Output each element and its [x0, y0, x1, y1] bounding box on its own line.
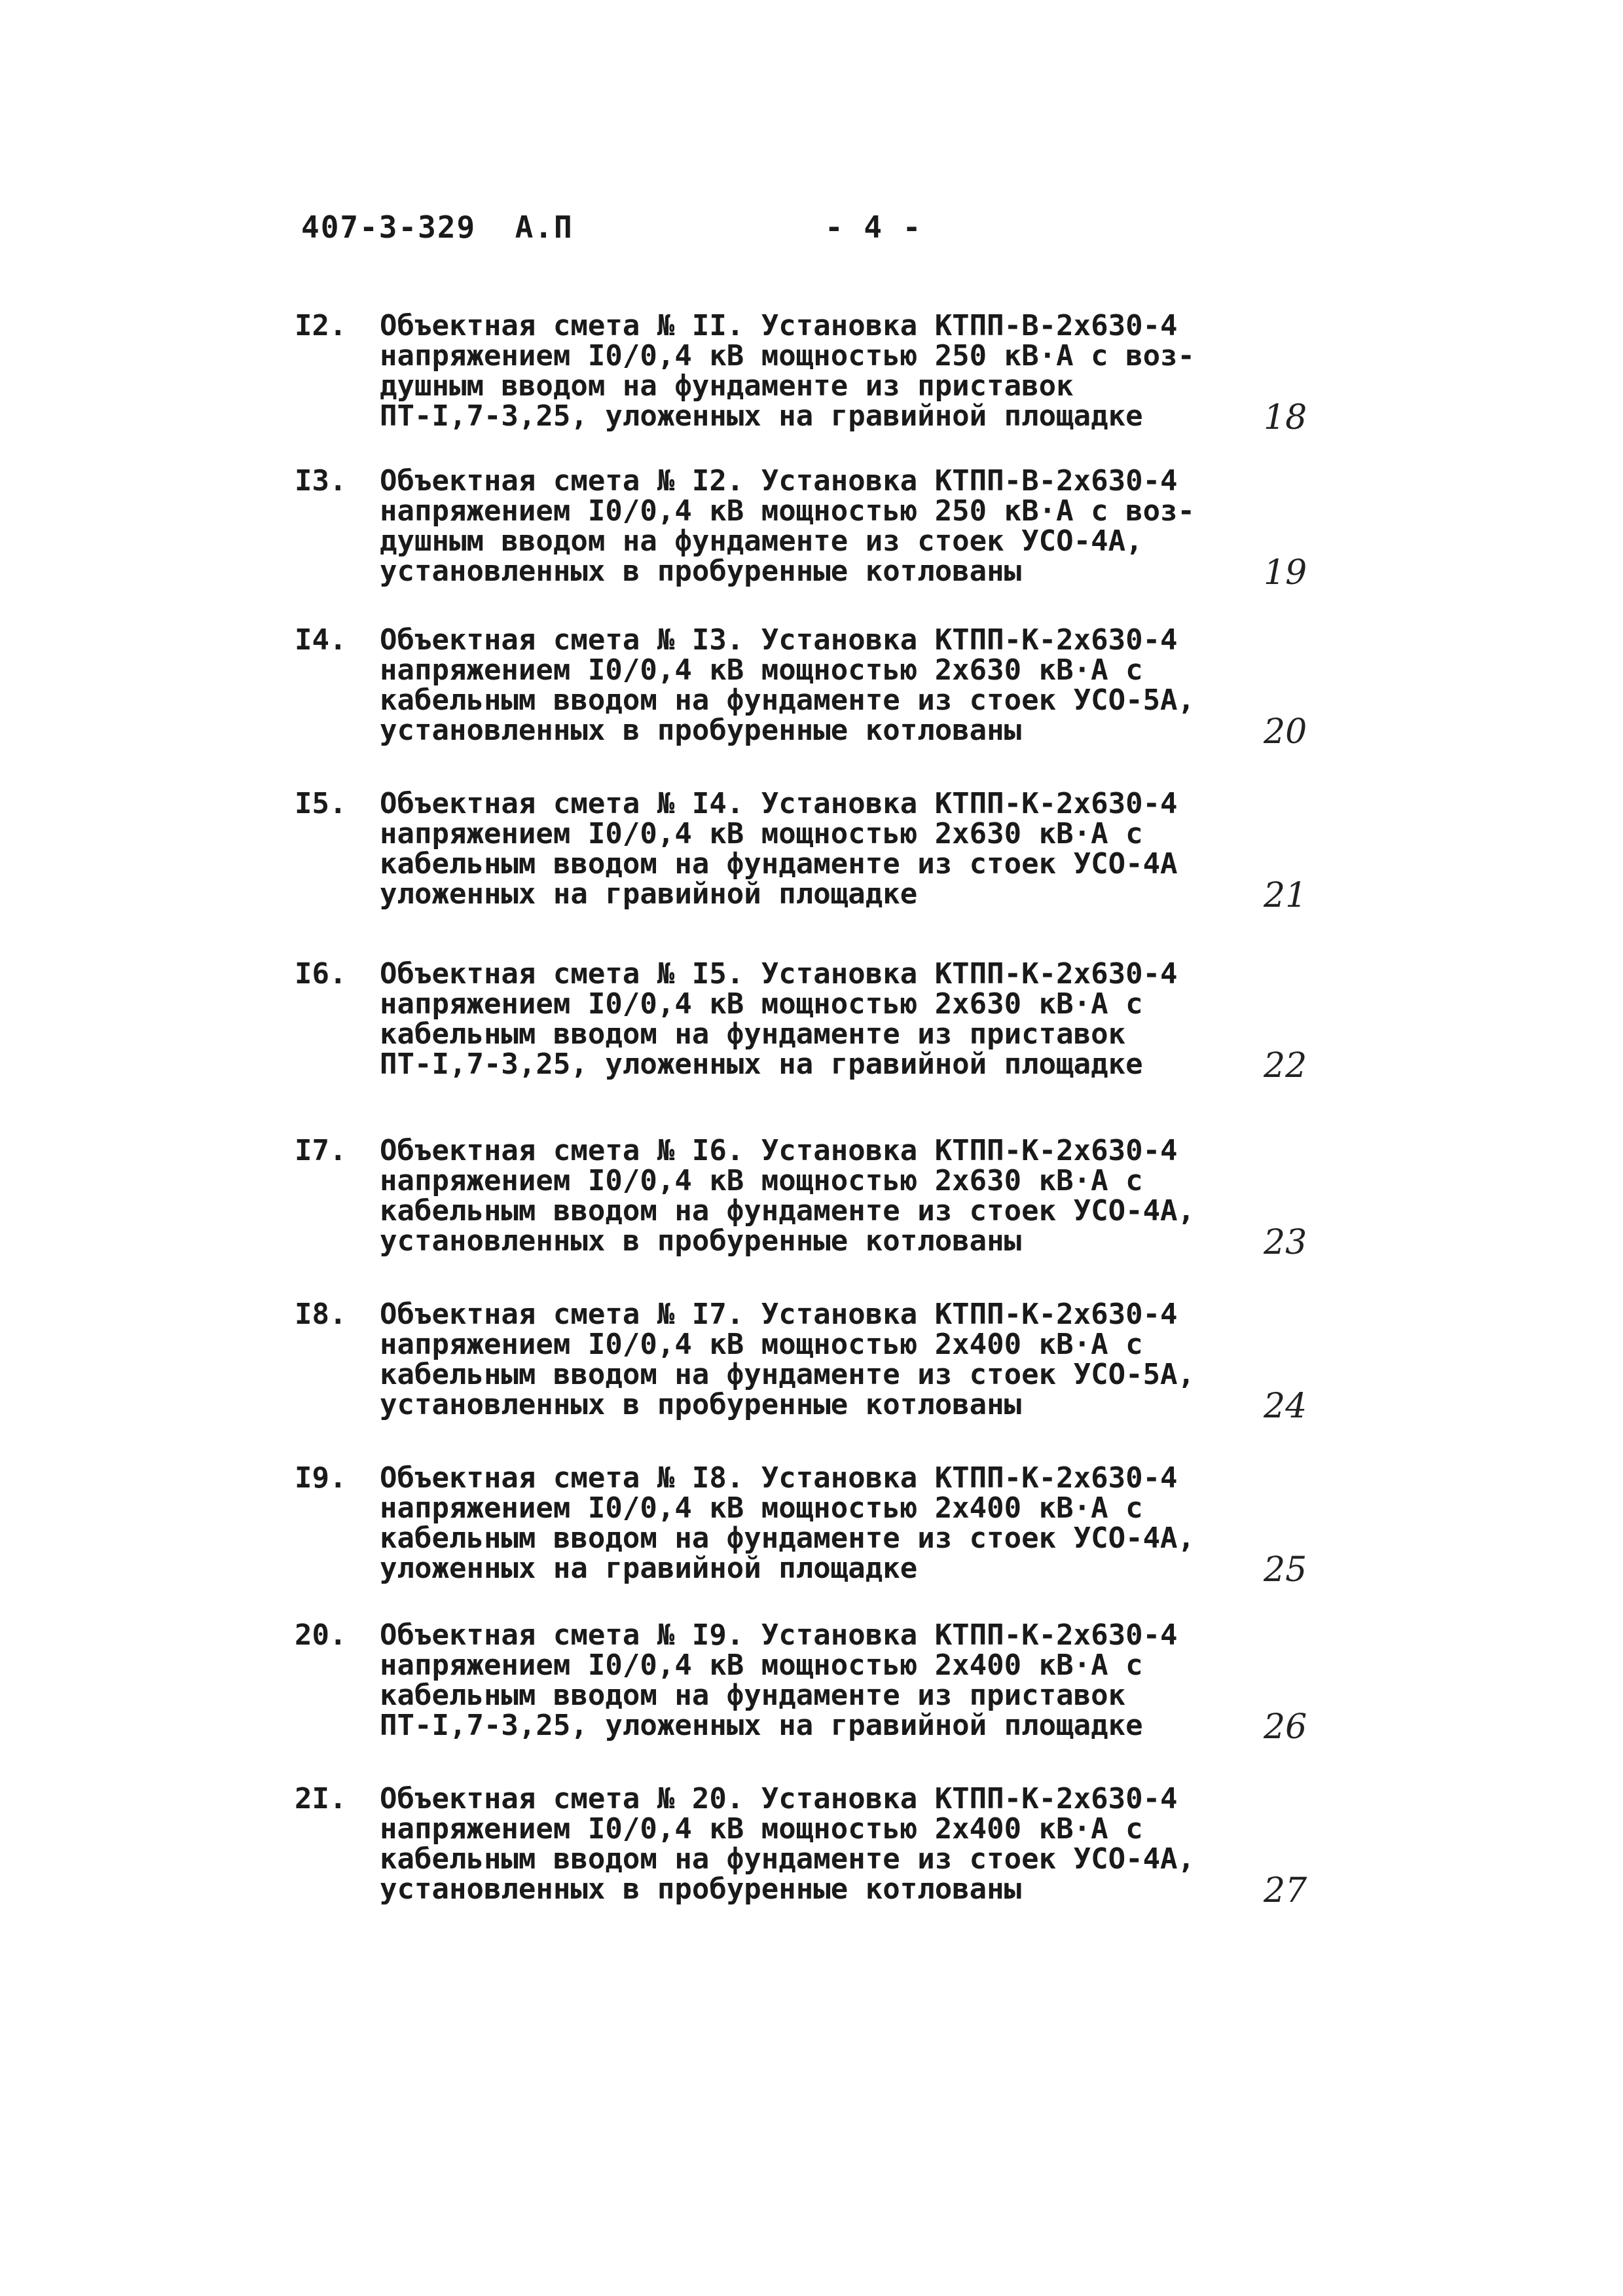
entry-description: [380, 1784, 1296, 1904]
entry-description: [380, 789, 1296, 909]
entry-line: напряжением I0/0,4 кВ мощностью 2х630 кВ·А с: [380, 653, 1143, 687]
entry-line: кабельным вводом на фундаменте из приставок: [380, 1679, 1126, 1712]
entry-number: I3.: [295, 464, 347, 498]
entry-line: ПТ-I,7-3,25, уложенных на гравийной площадке: [380, 399, 1143, 433]
entry-line: кабельным вводом на фундаменте из стоек УСО-4А,: [380, 1842, 1195, 1876]
entry-line: кабельным вводом на фундаменте из стоек УСО-4А,: [380, 1522, 1195, 1555]
entry-number: I5.: [295, 787, 347, 820]
entry-line: Объектная смета № I8. Установка КТПП-К-2х630-4: [380, 1461, 1178, 1495]
entry-line: напряжением I0/0,4 кВ мощностью 2х400 кВ·А с: [380, 1812, 1143, 1846]
entry-line: Объектная смета № 20. Установка КТПП-К-2х630-4: [380, 1782, 1178, 1815]
entry-line: кабельным вводом на фундаменте из стоек УСО-5А,: [380, 1358, 1195, 1391]
entry-line: Объектная смета № I9. Установка КТПП-К-2х630-4: [380, 1618, 1178, 1652]
entry-description: [380, 466, 1296, 587]
entry-page-reference: 19: [1264, 553, 1307, 592]
entry-number: I8.: [295, 1298, 347, 1331]
entry-line: напряжением I0/0,4 кВ мощностью 250 кВ·А с воз-: [380, 339, 1195, 373]
entry-page-reference: 21: [1264, 876, 1307, 915]
entry-description: [380, 1463, 1296, 1584]
entry-number: I7.: [295, 1134, 347, 1167]
entry-line: кабельным вводом на фундаменте из стоек УСО-4А,: [380, 1194, 1195, 1228]
entry-number: I2.: [295, 309, 347, 342]
entry-line: кабельным вводом на фундаменте из стоек УСО-4А: [380, 847, 1178, 881]
entry-page-reference: 24: [1264, 1387, 1307, 1426]
entry-number: I4.: [295, 623, 347, 657]
entry-line: душным вводом на фундаменте из приставок: [380, 369, 1074, 403]
entry-line: Объектная смета № I6. Установка КТПП-К-2х630-4: [380, 1134, 1178, 1167]
entry-line: Объектная смета № II. Установка КТПП-В-2х630-4: [380, 309, 1178, 342]
entry-line: напряжением I0/0,4 кВ мощностью 2х630 кВ·А с: [380, 1164, 1143, 1197]
entry-line: кабельным вводом на фундаменте из приставок: [380, 1017, 1126, 1051]
entry-page-reference: 25: [1264, 1550, 1307, 1590]
entry-description: [380, 625, 1296, 746]
entry-line: установленных в пробуренные котлованы: [380, 714, 1022, 747]
entry-line: Объектная смета № I2. Установка КТПП-В-2х630-4: [380, 464, 1178, 498]
document-code: 407-3-329 А.П: [301, 210, 574, 245]
entry-description: [380, 1620, 1296, 1741]
entry-line: напряжением I0/0,4 кВ мощностью 2х630 кВ·А с: [380, 817, 1143, 850]
entry-description: [380, 311, 1296, 431]
entry-number: I9.: [295, 1461, 347, 1495]
entry-line: напряжением I0/0,4 кВ мощностью 2х400 кВ·А с: [380, 1491, 1143, 1525]
entry-description: [380, 1300, 1296, 1420]
page-number: - 4 -: [825, 210, 922, 245]
entry-page-reference: 20: [1264, 712, 1307, 752]
entry-line: установленных в пробуренные котлованы: [380, 1224, 1022, 1258]
entry-line: ПТ-I,7-3,25, уложенных на гравийной площадке: [380, 1048, 1143, 1081]
entry-description: [380, 1136, 1296, 1256]
entry-line: установленных в пробуренные котлованы: [380, 555, 1022, 588]
entry-line: уложенных на гравийной площадке: [380, 877, 918, 911]
entry-description: [380, 959, 1296, 1080]
entry-line: напряжением I0/0,4 кВ мощностью 2х400 кВ·А с: [380, 1328, 1143, 1361]
entry-line: Объектная смета № I4. Установка КТПП-К-2х630-4: [380, 787, 1178, 820]
entry-line: уложенных на гравийной площадке: [380, 1552, 918, 1585]
entry-number: I6.: [295, 957, 347, 991]
entry-line: установленных в пробуренные котлованы: [380, 1388, 1022, 1421]
entry-line: установленных в пробуренные котлованы: [380, 1872, 1022, 1906]
entry-line: Объектная смета № I7. Установка КТПП-К-2х630-4: [380, 1298, 1178, 1331]
entry-line: Объектная смета № I5. Установка КТПП-К-2х630-4: [380, 957, 1178, 991]
entry-line: Объектная смета № I3. Установка КТПП-К-2х630-4: [380, 623, 1178, 657]
entry-number: 2I.: [295, 1782, 347, 1815]
entry-line: напряжением I0/0,4 кВ мощностью 250 кВ·А с воз-: [380, 494, 1195, 528]
page-header: [301, 210, 956, 262]
entry-line: кабельным вводом на фундаменте из стоек УСО-5А,: [380, 683, 1195, 717]
entry-page-reference: 26: [1264, 1707, 1307, 1747]
entry-page-reference: 18: [1264, 398, 1307, 437]
entry-page-reference: 27: [1264, 1871, 1307, 1910]
entry-page-reference: 22: [1264, 1046, 1307, 1085]
entry-line: напряжением I0/0,4 кВ мощностью 2х400 кВ·А с: [380, 1649, 1143, 1682]
entry-line: напряжением I0/0,4 кВ мощностью 2х630 кВ·А с: [380, 987, 1143, 1021]
entry-line: ПТ-I,7-3,25, уложенных на гравийной площадке: [380, 1709, 1143, 1742]
entry-number: 20.: [295, 1618, 347, 1652]
entry-page-reference: 23: [1264, 1223, 1307, 1262]
entry-line: душным вводом на фундаменте из стоек УСО-4А,: [380, 524, 1143, 558]
